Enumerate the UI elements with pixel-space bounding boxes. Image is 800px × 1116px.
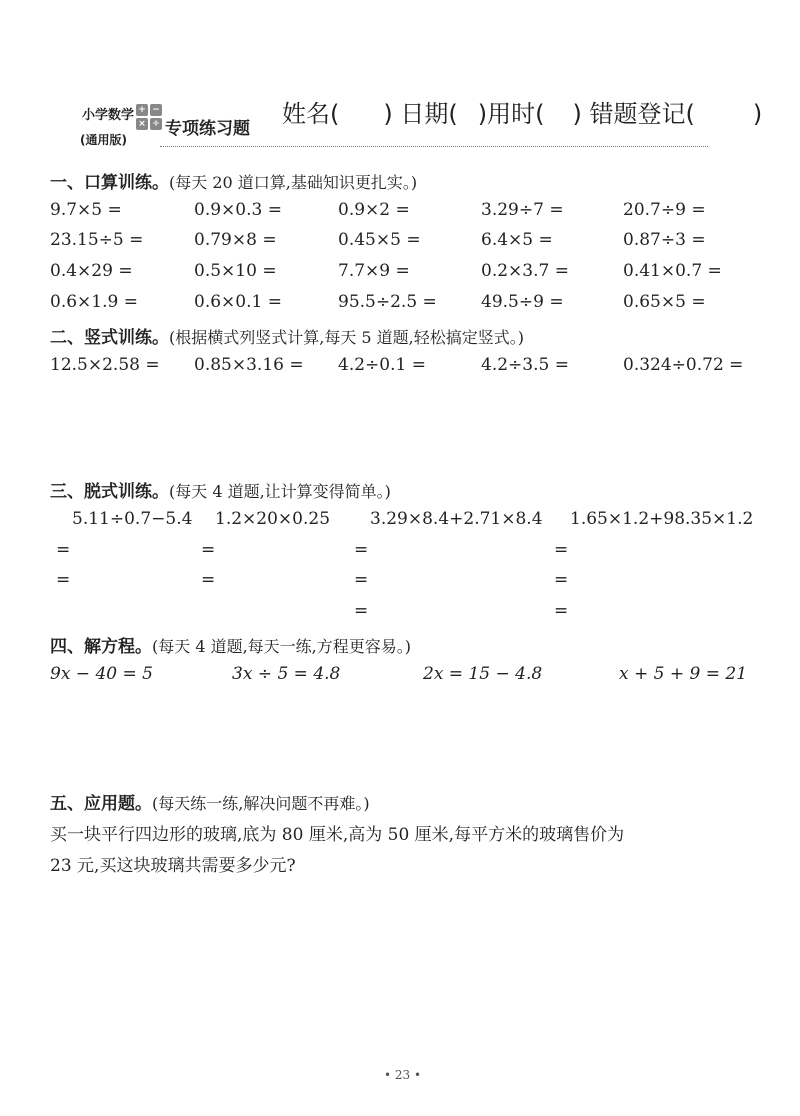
page-number: • 23 • bbox=[384, 1068, 422, 1082]
s3-eq-1b: = bbox=[56, 570, 71, 590]
s3-eq-4c: = bbox=[554, 601, 569, 621]
s3-eq-2a: = bbox=[201, 540, 216, 560]
s1-r2-c1: 23.15÷5 = bbox=[50, 230, 144, 250]
s1-r2-c3: 0.45×5 = bbox=[338, 230, 421, 250]
section4-title: 四、解方程。 bbox=[50, 637, 152, 657]
section3-header bbox=[50, 477, 391, 502]
section2-header bbox=[50, 323, 524, 348]
name-label: 姓名( bbox=[282, 100, 340, 128]
error-log-close: ) bbox=[752, 100, 763, 128]
plus-icon: + bbox=[136, 104, 148, 116]
section1-note: (每天 20 道口算,基础知识更扎实。) bbox=[169, 173, 418, 192]
s3-eq-3c: = bbox=[354, 601, 369, 621]
s1-r1-c4: 3.29÷7 = bbox=[481, 200, 564, 220]
s1-r3-c3: 7.7×9 = bbox=[338, 261, 410, 281]
section5-title: 五、应用题。 bbox=[50, 794, 152, 814]
s1-r1-c5: 20.7÷9 = bbox=[623, 200, 706, 220]
minus-icon: − bbox=[150, 104, 162, 116]
section2-title: 二、竖式训练。 bbox=[50, 328, 169, 348]
s3-item-3: 3.29×8.4+2.71×8.4 bbox=[370, 509, 543, 529]
s1-r1-c1: 9.7×5 = bbox=[50, 200, 122, 220]
section5-note: (每天练一练,解决问题不再难。) bbox=[152, 794, 370, 813]
word-problem-line-1: 买一块平行四边形的玻璃,底为 80 厘米,高为 50 厘米,每平方米的玻璃售价为 bbox=[50, 825, 625, 845]
s1-r1-c2: 0.9×0.3 = bbox=[194, 200, 282, 220]
s4-item-4: x + 5 + 9 = 21 bbox=[619, 664, 748, 684]
date-label: 日期( bbox=[400, 100, 458, 128]
s4-item-1: 9x − 40 = 5 bbox=[50, 664, 153, 684]
section3-note: (每天 4 道题,让计算变得简单。) bbox=[169, 482, 391, 501]
s3-item-1: 5.11÷0.7−5.4 bbox=[72, 509, 193, 529]
series-edition: (通用版) bbox=[80, 133, 127, 147]
section4-header bbox=[50, 632, 411, 657]
s1-r3-c4: 0.2×3.7 = bbox=[481, 261, 569, 281]
section1-title: 一、口算训练。 bbox=[50, 173, 169, 193]
s1-r2-c5: 0.87÷3 = bbox=[623, 230, 706, 250]
time-close: ) bbox=[572, 100, 582, 128]
section5-header bbox=[50, 789, 370, 814]
section3-title: 三、脱式训练。 bbox=[50, 482, 169, 502]
s4-item-3: 2x = 15 − 4.8 bbox=[423, 664, 543, 684]
operators-logo bbox=[136, 104, 162, 148]
s3-eq-2b: = bbox=[201, 570, 216, 590]
worksheet-title: 专项练习题 bbox=[165, 119, 250, 139]
header-divider bbox=[160, 146, 708, 147]
section2-note: (根据横式列竖式计算,每天 5 道题,轻松搞定竖式。) bbox=[169, 328, 525, 347]
times-icon: × bbox=[136, 118, 148, 130]
s2-item-4: 4.2÷3.5 = bbox=[481, 355, 569, 375]
s3-item-2: 1.2×20×0.25 bbox=[215, 509, 331, 529]
section4-note: (每天 4 道题,每天一练,方程更容易。) bbox=[152, 637, 412, 656]
word-problem-line-2: 23 元,买这块玻璃共需要多少元? bbox=[50, 856, 296, 876]
section1-header bbox=[50, 168, 417, 193]
s1-r2-c4: 6.4×5 = bbox=[481, 230, 553, 250]
s1-r3-c1: 0.4×29 = bbox=[50, 261, 133, 281]
s1-r1-c3: 0.9×2 = bbox=[338, 200, 410, 220]
s2-item-3: 4.2÷0.1 = bbox=[338, 355, 426, 375]
s1-r2-c2: 0.79×8 = bbox=[194, 230, 277, 250]
s3-eq-3a: = bbox=[354, 540, 369, 560]
s3-item-4: 1.65×1.2+98.35×1.2 bbox=[570, 509, 754, 529]
s2-item-5: 0.324÷0.72 = bbox=[623, 355, 744, 375]
s1-r4-c5: 0.65×5 = bbox=[623, 292, 706, 312]
s2-item-2: 0.85×3.16 = bbox=[194, 355, 304, 375]
s1-r4-c3: 95.5÷2.5 = bbox=[338, 292, 437, 312]
time-label: )用时( bbox=[477, 100, 545, 128]
student-info-row bbox=[282, 94, 762, 129]
divide-icon: ÷ bbox=[150, 118, 162, 130]
s1-r4-c1: 0.6×1.9 = bbox=[50, 292, 138, 312]
series-name: 小学数学 bbox=[82, 108, 135, 123]
s1-r3-c5: 0.41×0.7 = bbox=[623, 261, 722, 281]
s4-item-2: 3x ÷ 5 = 4.8 bbox=[232, 664, 341, 684]
error-log-label: 错题登记( bbox=[589, 100, 695, 128]
s1-r4-c2: 0.6×0.1 = bbox=[194, 292, 282, 312]
s1-r4-c4: 49.5÷9 = bbox=[481, 292, 564, 312]
s2-item-1: 12.5×2.58 = bbox=[50, 355, 160, 375]
name-close: ) bbox=[383, 100, 393, 128]
s3-eq-3b: = bbox=[354, 570, 369, 590]
s3-eq-1a: = bbox=[56, 540, 71, 560]
s3-eq-4a: = bbox=[554, 540, 569, 560]
s1-r3-c2: 0.5×10 = bbox=[194, 261, 277, 281]
s3-eq-4b: = bbox=[554, 570, 569, 590]
